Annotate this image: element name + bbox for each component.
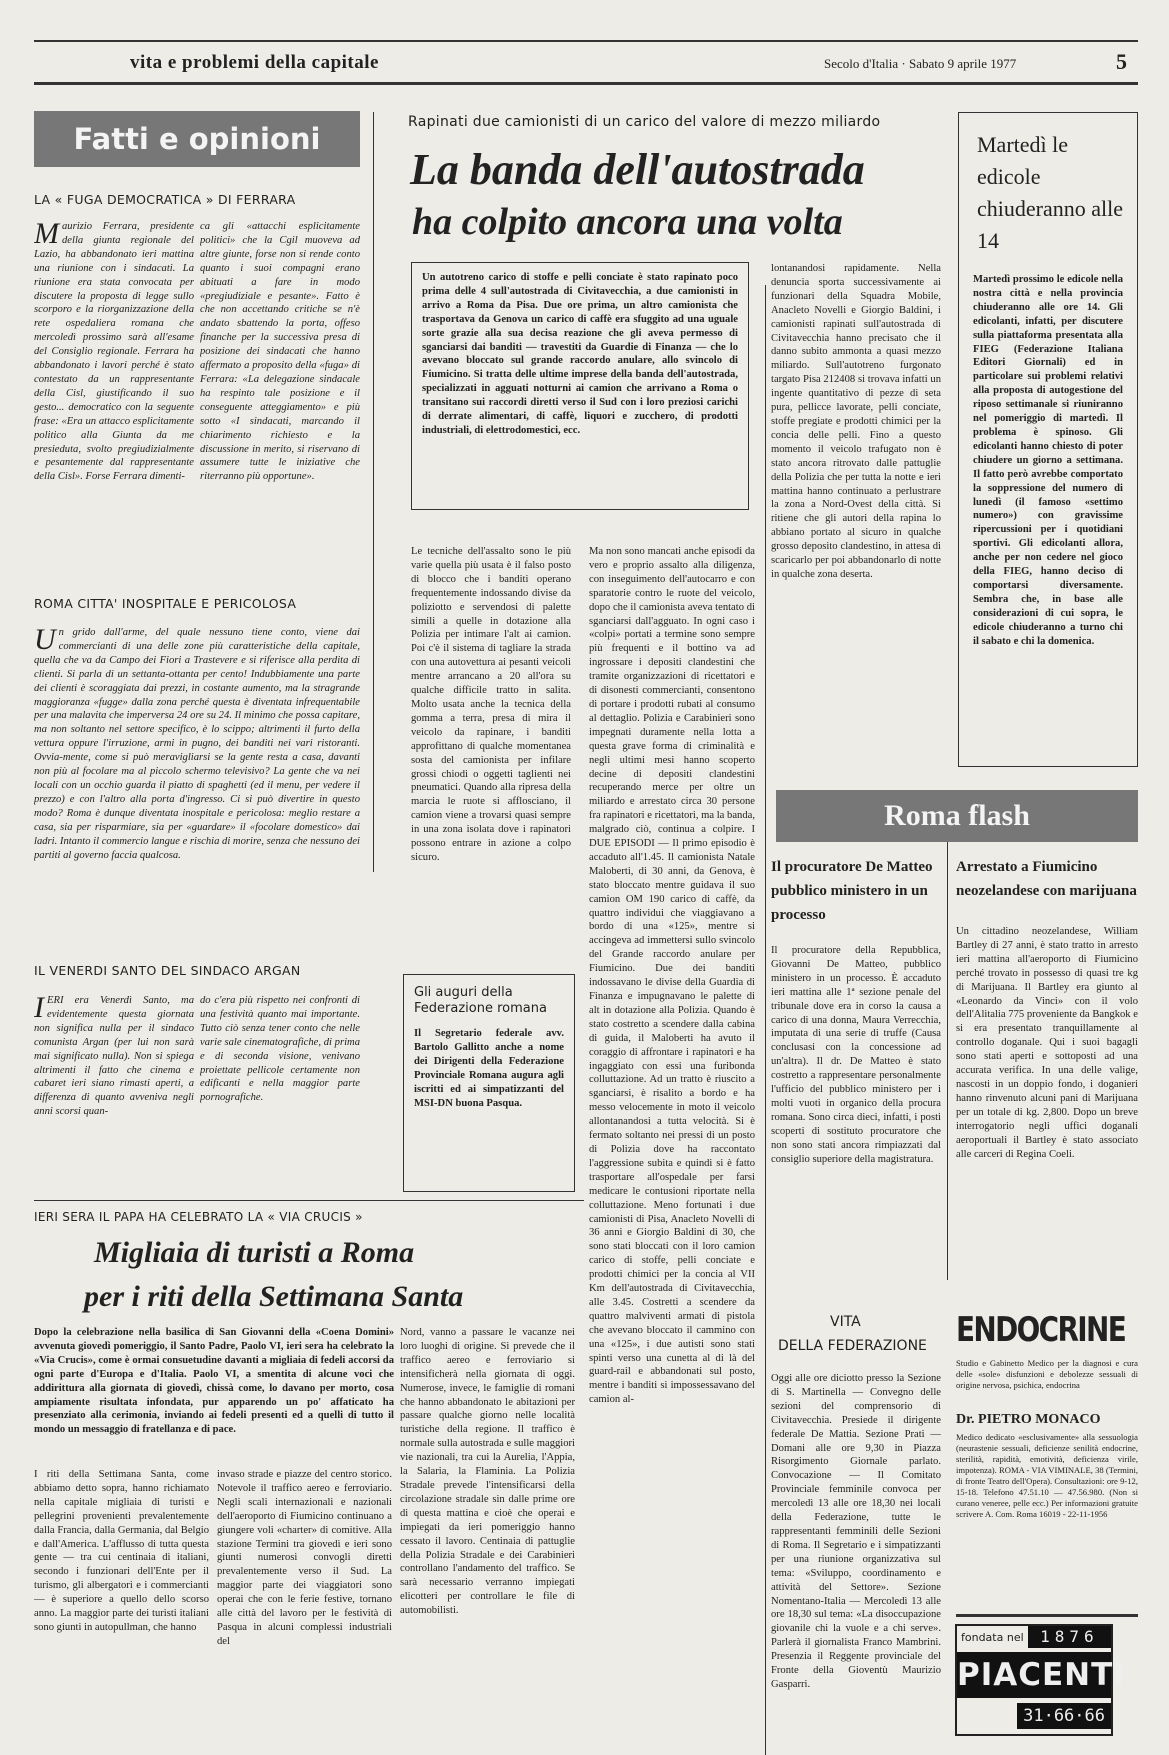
article-text	[34, 626, 360, 954]
vita-title: DELLA FEDERAZIONE	[778, 1338, 927, 1354]
piacenti-phone: 31·66·66	[1017, 1703, 1111, 1729]
lead-box	[411, 262, 749, 510]
article-text-col2	[200, 220, 360, 606]
banner-text: Fatti e opinioni	[73, 122, 321, 156]
roma-flash-banner	[776, 790, 1138, 842]
article-text: aurizio Ferrara, presidente della giunta regionale del Lazio, ha abbandonato ieri mattina una riunione con i sindacati. La riunione era stata convocata per discutere la proposta di legge sullo scorporo e la riorganizzazione della rete ospedaliera romana che mercoledì prossimo sarà all'esame del Consiglio regionale. Ferrara ha abbandonato i lavori perché è stato contestato da un rappresentante della Cisl, giustificando il suo gesto... democratico con la seguente frase: «Era un attacco esplicitamente politico alla Giunta da me presieduta, svolto pregiudizialmente e pesantemente dal rappresentante della Cisl». Forse Ferrara dimenti-	[34, 221, 194, 483]
vita-title: VITA	[830, 1314, 861, 1330]
edicole-box-text: Martedì prossimo le edicole nella nostra città e nella provincia chiuderanno alle ore 14. Gli edicolanti, infatti, per discutere sulla piattaforma presentata alla FIEG (Federazione Italiana Editori Giornali) ed in particolare sui problemi relativi alla proposta di autogestione del riposo settimanale si riuniranno nel pomeriggio di martedì. Il problema è spinoso. Gli edicolanti hanno chiesto di poter chiudere un giorno a settimana. Il fatto però avrebbe comportato la soppressione del numero di lunedì (il famoso «settimo numero») con gravissime ripercussioni per i quotidiani sportivi. Gli edicolanti allora, anche per non cedere nel gioco della FIEG, hanno deciso di comportarsi diversamente. Sembra che, in base alle considerazioni di cui sopra, le edicole chiuderanno a turno chi il sabato e chi la domenica.	[973, 274, 1123, 647]
dropcap: I	[34, 994, 44, 1024]
column-rule	[373, 112, 374, 872]
flash-item-title: Arrestato a Fiumicino neozelandese con marijuana	[956, 859, 1137, 899]
article-text-col-b	[589, 545, 755, 1735]
section-title: vita e problemi della capitale	[130, 52, 379, 73]
dropcap: M	[34, 220, 59, 250]
article-text: ca gli «attacchi esplicitamente politici» che la Cgil muoveva ad altre giunte, forse non si rende conto quanto i suoi compagni erano abituati a fare in modo «pregiudiziale e pesante». Fatto è che non accettando critiche se n'è andato sbattendo la porta, offeso finanche per la successiva presa di posizione dei sindacati che hanno affermato a proposito della «fuga» di Ferrara: «La delegazione sindacale ha respinto tale posizione e il conseguente atteggiamento» e più sotto «I sindacati, marcando il chiarimento richiesto e la discussione in merito, si riservano di assumere tutte le iniziative che riterranno più opportune».	[200, 221, 360, 483]
piacenti-ad	[955, 1624, 1126, 1736]
article-text-col1: I riti della Settimana Santa, come abbiamo detto sopra, hanno richiamato nella capitale migliaia di turisti e pellegrini provenienti prevalentemente dalla Francia, dalla Germania, dal Belgio e dall'America. L'afflusso di tutta questa gente — tra cui centinaia di italiani, secondo i funzionari dell'Ente per il turismo, gli albergatori e i commercianti — è superiore a quello dello scorso anno. La maggior parte dei turisti italiani sono giunti in autopullman, che hanno	[34, 1469, 209, 1633]
article-text-col-a	[411, 545, 571, 965]
article-kicker: Rapinati due camionisti di un carico del valore di mezzo miliardo	[408, 114, 881, 130]
article-text-col2: invaso strade e piazze del centro storico. Notevole il traffico aereo e ferroviario. Negli scali internazionali e nazionali dell'aeroporto di Fiumicino continuano a giungere voli «charter» di comitive. Alla stazione Termini tra giovedì e ieri sono giunti numerosi convogli diretti prevalentemente verso il Sud. La maggior parte dei viaggiatori sono operai che con le ferie festive, tornano alle città del lavoro per le festività di Pasqua in alcuni complessi industriali del	[217, 1469, 392, 1647]
banner-text: Roma flash	[884, 799, 1030, 832]
endocrine-title: ENDOCRINE	[956, 1310, 1126, 1350]
article-kicker: LA « FUGA DEMOCRATICA » DI FERRARA	[34, 192, 296, 207]
column-rule	[947, 840, 948, 1280]
founded-label: fondata nel	[961, 1630, 1024, 1644]
fatti-e-opinioni-banner	[34, 111, 360, 167]
date-line: Secolo d'Italia · Sabato 9 aprile 1977	[824, 56, 1017, 71]
header-bottom-rule	[34, 82, 1138, 85]
article-kicker: IERI SERA IL PAPA HA CELEBRATO LA « VIA CRUCIS »	[34, 1210, 363, 1224]
federation-box-title: Gli auguri della Federazione romana	[414, 985, 547, 1016]
article-text: ERI era Venerdì Santo, ma evidentemente questa giornata non significa nulla per il sindaco comunista Argan (per lui non sarà mai significato nulla). Non si spiega altrimenti il fatto che cinema e cabaret ieri siano rimasti aperti, a differenza di quanto avveniva negli anni scorsi quan-	[34, 995, 194, 1118]
federation-box	[403, 974, 575, 1192]
column-rule	[765, 285, 766, 1755]
lead-text: Dopo la celebrazione nella basilica di San Giovanni della «Coena Domini» avvenuta giovedì pomeriggio, il Santo Padre, Paolo VI, ieri sera ha celebrato la «Via Crucis», come è ormai consuetudine davanti a migliaia di fedeli accorsi da ogni parte d'Europa e d'Italia. Paolo VI, a smentita di alcune voci che addirittura alla giornata di giovedì, chissà come, lo davano per morto, cosa ampiamente risultata infondata, pur apparendo un po' affaticato ha presenziato alla cerimonia, inviando ai fedeli presenti ed a quelli di tutto il mondo un messaggio di fratellanza e di pace.	[34, 1327, 394, 1436]
article-text: Le tecniche dell'assalto sono le più varie quella più usata è il falso posto di blocco che i banditi operano frequentemente indossando divise da poliziotto e servendosi di palette simili a quelle in dotazione alla Polizia per intimare l'alt ai camion. Poi c'è il sistema di tagliare la strada con una autovettura ai pesanti veicoli mentre arrancano a 20 all'ora su qualche difficile tratto in salita. Molto usata anche la tecnica della gomma a terra, presa di mira il veicolo da rapinare, i banditi approfittano di qualche momentanea sosta del camionista per infilare grossi chiodi o oggetti taglienti nei pneumatici. Quando alla ripresa della marcia le ruote si afflosciano, il camion viene a trovarsi quasi sempre in una zona isolata dove i rapinatori possono entrare in azione a colpo sicuro.	[411, 546, 571, 863]
endocrine-text: Studio e Gabinetto Medico per la diagnosi e cura delle «sole» disfunzioni e debolezze sessuali di origine nervosa, psichica, endocrina	[956, 1358, 1138, 1390]
piacenti-name: PIACENTI	[957, 1652, 1111, 1698]
headline: La banda dell'autostrada	[410, 145, 865, 194]
article-text: Ma non sono mancati anche episodi da vero e proprio assalto alla diligenza, con inseguimento dell'autocarro e con sparatorie contro le ruote del veicolo, dopo che il camionista aveva tentato di sganciarsi dall'agguato. In ogni caso i «colpi» portati a termine sono sempre più frequenti e il bottino va ad ingrossare i depositi clandestini che tramite organizzazioni di ricettatori e di disonesti commercianti, consentono di portare i prodotti rubati al consumo al dettaglio. Polizia e Carabinieri sono impegnati duramente nella lotta a questa grave forma di criminalità e negli ultimi mesi hanno scoperto decine di depositi clandestini recuperando merce per oltre un miliardo e arrestato circa 30 persone fra rapinatori e ricettatori, ma la banda, malgrado ciò, continua a colpire. I DUE EPISODI — Il primo episodio è accaduto all'1.45. Il camionista Natale Maloberti, di 30 anni, da Genova, è stato bloccato mentre guidava il suo camion OM 190 carico di caffè, da quattro individui che viaggiavano a bordo di una «125», mentre si accingeva ad immettersi sullo svincolo del Grande raccordo anulare per Fiumicino. Due dei banditi indossavano le divise della Guardia di Finanza e impugnavano le palette di alt in dotazione alla Polizia. Quando è stato costretto a scendere dalla cabina di guida, il Maloberti ha avuto il coraggio di affrontare i rapinatori e ha ingaggiato con essi una furibonda colluttazione. Ad un tratto è riuscito a sganciarsi, è risalito a bordo e ha messo velocemente in moto il veicolo allontanandosi a tutta velocità. Si è fermato soltanto nei pressi di un posto di Polizia dove ha raccontato l'aggressione subita e quindi si è fatto trasportare all'ospedale per farsi medicare le contusioni riportate nella colluttazione. Meno fortunati i due camionisti di Pisa, Anacleto Novelli di 36 anni e Giorgio Baldini di 30, che sono stati bloccati con il loro camion carico di stoffe, pelli conciate e prodotti chimici per la concia al VII Km dell'autostrada di Civitavecchia, alle 3.45. Costretti a scendere da quattro malviventi armati di pistola che avevano bloccato il cammino con una «125», i due autisti sono stati spinti verso una cunetta al di là del guard-rail e abbandonati sul posto, mentre i banditi si impossessavano del camion al-	[589, 546, 755, 1406]
headline: per i riti della Settimana Santa	[84, 1280, 464, 1313]
lead-text: Un autotreno carico di stoffe e pelli conciate è stato rapinato poco prima delle 4 sull'autostrada di Civitavecchia, a due camionisti in arrivo a Roma da Pisa. Due ore prima, un altro camionista che trasportava da Genova un carico di caffè era sfuggito ad una uguale sorte grazie alla sua decisa reazione che gli aveva permesso di sganciarsi dai banditi — travestiti da Guardie di Finanza — che lo avevano bloccato sul grande raccordo anulare, allo svincolo di Fiumicino. Si tratta delle ultime imprese della banda dell'autostrada, specializzati in agguati notturni ai camion che arrivano a Roma o transitano sui raccordi diretti verso il Sud con i loro preziosi carichi di derrate alimentari, di caffè, liquori e zucchero, di prodotti industriali, di elettrodomestici, ecc.	[422, 272, 738, 436]
article-text-col1	[34, 994, 194, 1184]
flash-item-text: Il procuratore della Repubblica, Giovanni De Matteo, pubblico ministero in un processo. È accaduto ieri mattina alle 1ª sezione penale del tribunale dove era in corso la causa a carico di una donna, Maura Verrecchia, imputata di una serie di truffe (Causa conclusasi con la concessione ad un'altra). Il dr. De Matteo è stato costretto a rappresentare personalmente l'ufficio del pubblico ministero per i molti vuoti in organico della procura romana. Sono circa dieci, infatti, i posti scoperti di sostituto procuratore che non sono stati ancora rimpiazzati dal consiglio superiore della magistratura.	[771, 945, 941, 1165]
article-text: lontanandosi rapidamente. Nella denuncia sporta successivamente ai funzionari della Squadra Mobile, Anacleto Novelli e Giorgio Baldini, i camionisti rapinati sull'autostrada di Civitavecchia hanno precisato che il danno subito ammonta a quasi mezzo miliardo. Sull'autotreno furgonato targato Pisa 212408 si trovava infatti un ingente quantitativo di pezze di seta pura, pellicce lavorate, pelli conciate, stoffe pregiate e prodotti chimici per la concia delle pelli. Fino a questo momento il veicolo trafugato non è stato ancora ritrovato dalle pattuglie della Polizia che per tutta la notte e ieri mattina hanno continuato a perlustrare la zona a Nord-Ovest della città. Si ritiene che gli autori della rapina lo abbiano portato al sicuro in qualche grosso deposito clandestino, in attesa di scaricarlo per poi abbandonarlo di notte in qualche zona deserta.	[771, 263, 941, 580]
edicole-box	[958, 112, 1138, 767]
founded-year: 1876	[1028, 1626, 1111, 1648]
flash-item-text: Un cittadino neozelandese, William Bartley di 27 anni, è stato tratto in arresto ieri mattina all'aeroporto di Fiumicino perché trovato in possesso di quasi tre kg di Marijuana. Il Bartley era giunto al «Leonardo da Vinci» con il volo dell'Alitalia 775 proveniente da Bangkok e si era presentato tranquillamente al controllo doganale. Qui i suoi bagagli sono stati aperti e sottoposti ad una accurata verifica. In una delle valige, nascosti in un doppio fondo, i doganieri hanno rinvenuto alcuni pani di Marijuana per un totale di kg. 2,800. Dopo un breve interrogatorio negli uffici doganali aeroportuali il Bartley è stato associato alle carceri di Regina Coeli.	[956, 926, 1138, 1160]
dropcap: U	[34, 626, 56, 656]
article-text-col-c	[771, 262, 941, 782]
federation-box-text: Il Segretario federale avv. Bartolo Gallitto anche a nome dei Dirigenti della Federazione Provinciale Romana augura agli iscritti ed ai simpatizzanti del MSI-DN buona Pasqua.	[414, 1028, 564, 1109]
article-text-col2	[200, 994, 360, 1184]
ad-divider	[956, 1614, 1138, 1617]
section-divider	[34, 1200, 584, 1201]
article-text-col1	[34, 220, 194, 606]
article-text-col3: Nord, vanno a passare le vacanze nei loro luoghi di origine. Si prevede che il traffico aereo e ferroviario si intensificherà nella giornata di oggi. Numerose, invece, le famiglie di romani che hanno abbandonato le abitazioni per passare qualche giorno nelle località turistiche della regione. Il traffico è normale sulla autostrada e sulle maggiori vie nazionali, tra cui la Aurelia, l'Appia, la Salaria, la Flaminia. La Polizia Stradale prevede l'intensificarsi della circolazione stradale sin dalle prime ore di questa mattina e cioè che operai e impiegati da ieri pomeriggio hanno cessato il lavoro. Centinaia di pattuglie della Polizia Stradale e dei Carabinieri controllano l'andamento del traffico. Se sarà necessario verranno impiegati elicotteri per controllare le file di automobilisti.	[400, 1327, 575, 1617]
article-kicker: IL VENERDI SANTO DEL SINDACO ARGAN	[34, 963, 301, 978]
headline: ha colpito ancora una volta	[412, 201, 843, 243]
article-kicker: ROMA CITTA' INOSPITALE E PERICOLOSA	[34, 596, 297, 611]
flash-item-title: Il procuratore De Matteo pubblico ministero in un processo	[771, 859, 933, 923]
headline: Migliaia di turisti a Roma	[94, 1236, 415, 1269]
article-text: do c'era più rispetto nei confronti di una festività quanto mai importante. Tutto ciò senza tener conto che nelle varie sale cinematografiche, di prima e di seconda visione, venivano proiettate pellicole certamente non edificanti e nella maggior parte pornografiche.	[200, 995, 360, 1104]
edicole-box-title: Martedì le edicole chiuderanno alle 14	[977, 132, 1123, 253]
endocrine-text: Medico dedicato «esclusivamente» alla sessuologia (neurastenie sessuali, deficienze senilità endocrine, sterilità, rapidità, emotività, deficienza virile, impotenza). ROMA - VIA VIMINALE, 38 (Termini, di fronte Teatro dell'Opera). Consultazioni: ore 9-12, 15-18. Telefono 47.51.10 — 47.56.980. (Non si curano veneree, pelle ecc.) Per informazioni gratuite scrivere A. Com. Roma 16019 - 22-11-1956	[956, 1432, 1138, 1519]
page-number: 5	[1116, 49, 1127, 74]
header-top-rule	[34, 40, 1138, 42]
endocrine-doctor: Dr. PIETRO MONACO	[956, 1412, 1101, 1427]
vita-text: Oggi alle ore diciotto presso la Sezione di S. Martinella — Convegno delle sezioni del comprensorio di Civitavecchia. Presiede il dirigente federale De Mattia. Sezione Prati — Domani alle ore 9,30 in Piazza Risorgimento Giornale parlato. Convocazione — Il Comitato Provinciale femminile convoca per mercoledì 13 alle ore 18,30 nei locali della Federazione, tutte le rappresentanti femminili delle Sezioni di Roma. Il Segretario e i simpatizzanti per una riunione organizzativa sul tema: «Sviluppo, coordinamento e attività del Settore». Sezione Nomentano-Italia — Mercoledì 13 alle ore 18,30 sul tema: «La disoccupazione giovanile chi la vuole e a chi serve». Parlerà il giornalista Franco Mambrini. Presenzia il Reggente provinciale del Fronte della Gioventù Maurizio Gasparri.	[771, 1373, 941, 1690]
article-body: n grido dall'arme, del quale nessuno tiene conto, viene dai commercianti di una delle zone più caratteristiche della capitale, quella che va da Campo dei Fiori a Trastevere e si riferisce alla perdita di clienti. Si parla di un settanta-ottanta per cento! Indubbiamente una parte dei clienti è scoraggiata dai prezzi, in costante aumento, ma la stragrande maggioranza «fugge» dalla zona perché questa è diventata infrequentabile per una malavita che imperversa 24 ore su 24. Il minimo che possa capitare, ma non soltanto nel settore specifico, è lo scippo; altrimenti il furto della vettura oppure l'irruzione, armi in pugno, dei banditi nei vari ristoranti. Ovvia-mente, come si può meravigliarsi se la gente resta a casa, davanti non più al focolare ma al piccolo schermo televisivo? La gente che va nei locali con un occhio guarda il piatto di spaghetti (ed il menu, per vedere il prezzo) e con l'altro alla porta d'ingresso. Ci si può divertire in questo modo? Roma è dunque diventata inospitale e pericolosa: meglio restare a casa, sia per risparmiare, sia per «guardare» il «focolare domestico» dai ladri. Intanto il commercio langue e rischia di morire, senza che nessuno dei partiti al governo faccia qualcosa.	[34, 627, 360, 861]
